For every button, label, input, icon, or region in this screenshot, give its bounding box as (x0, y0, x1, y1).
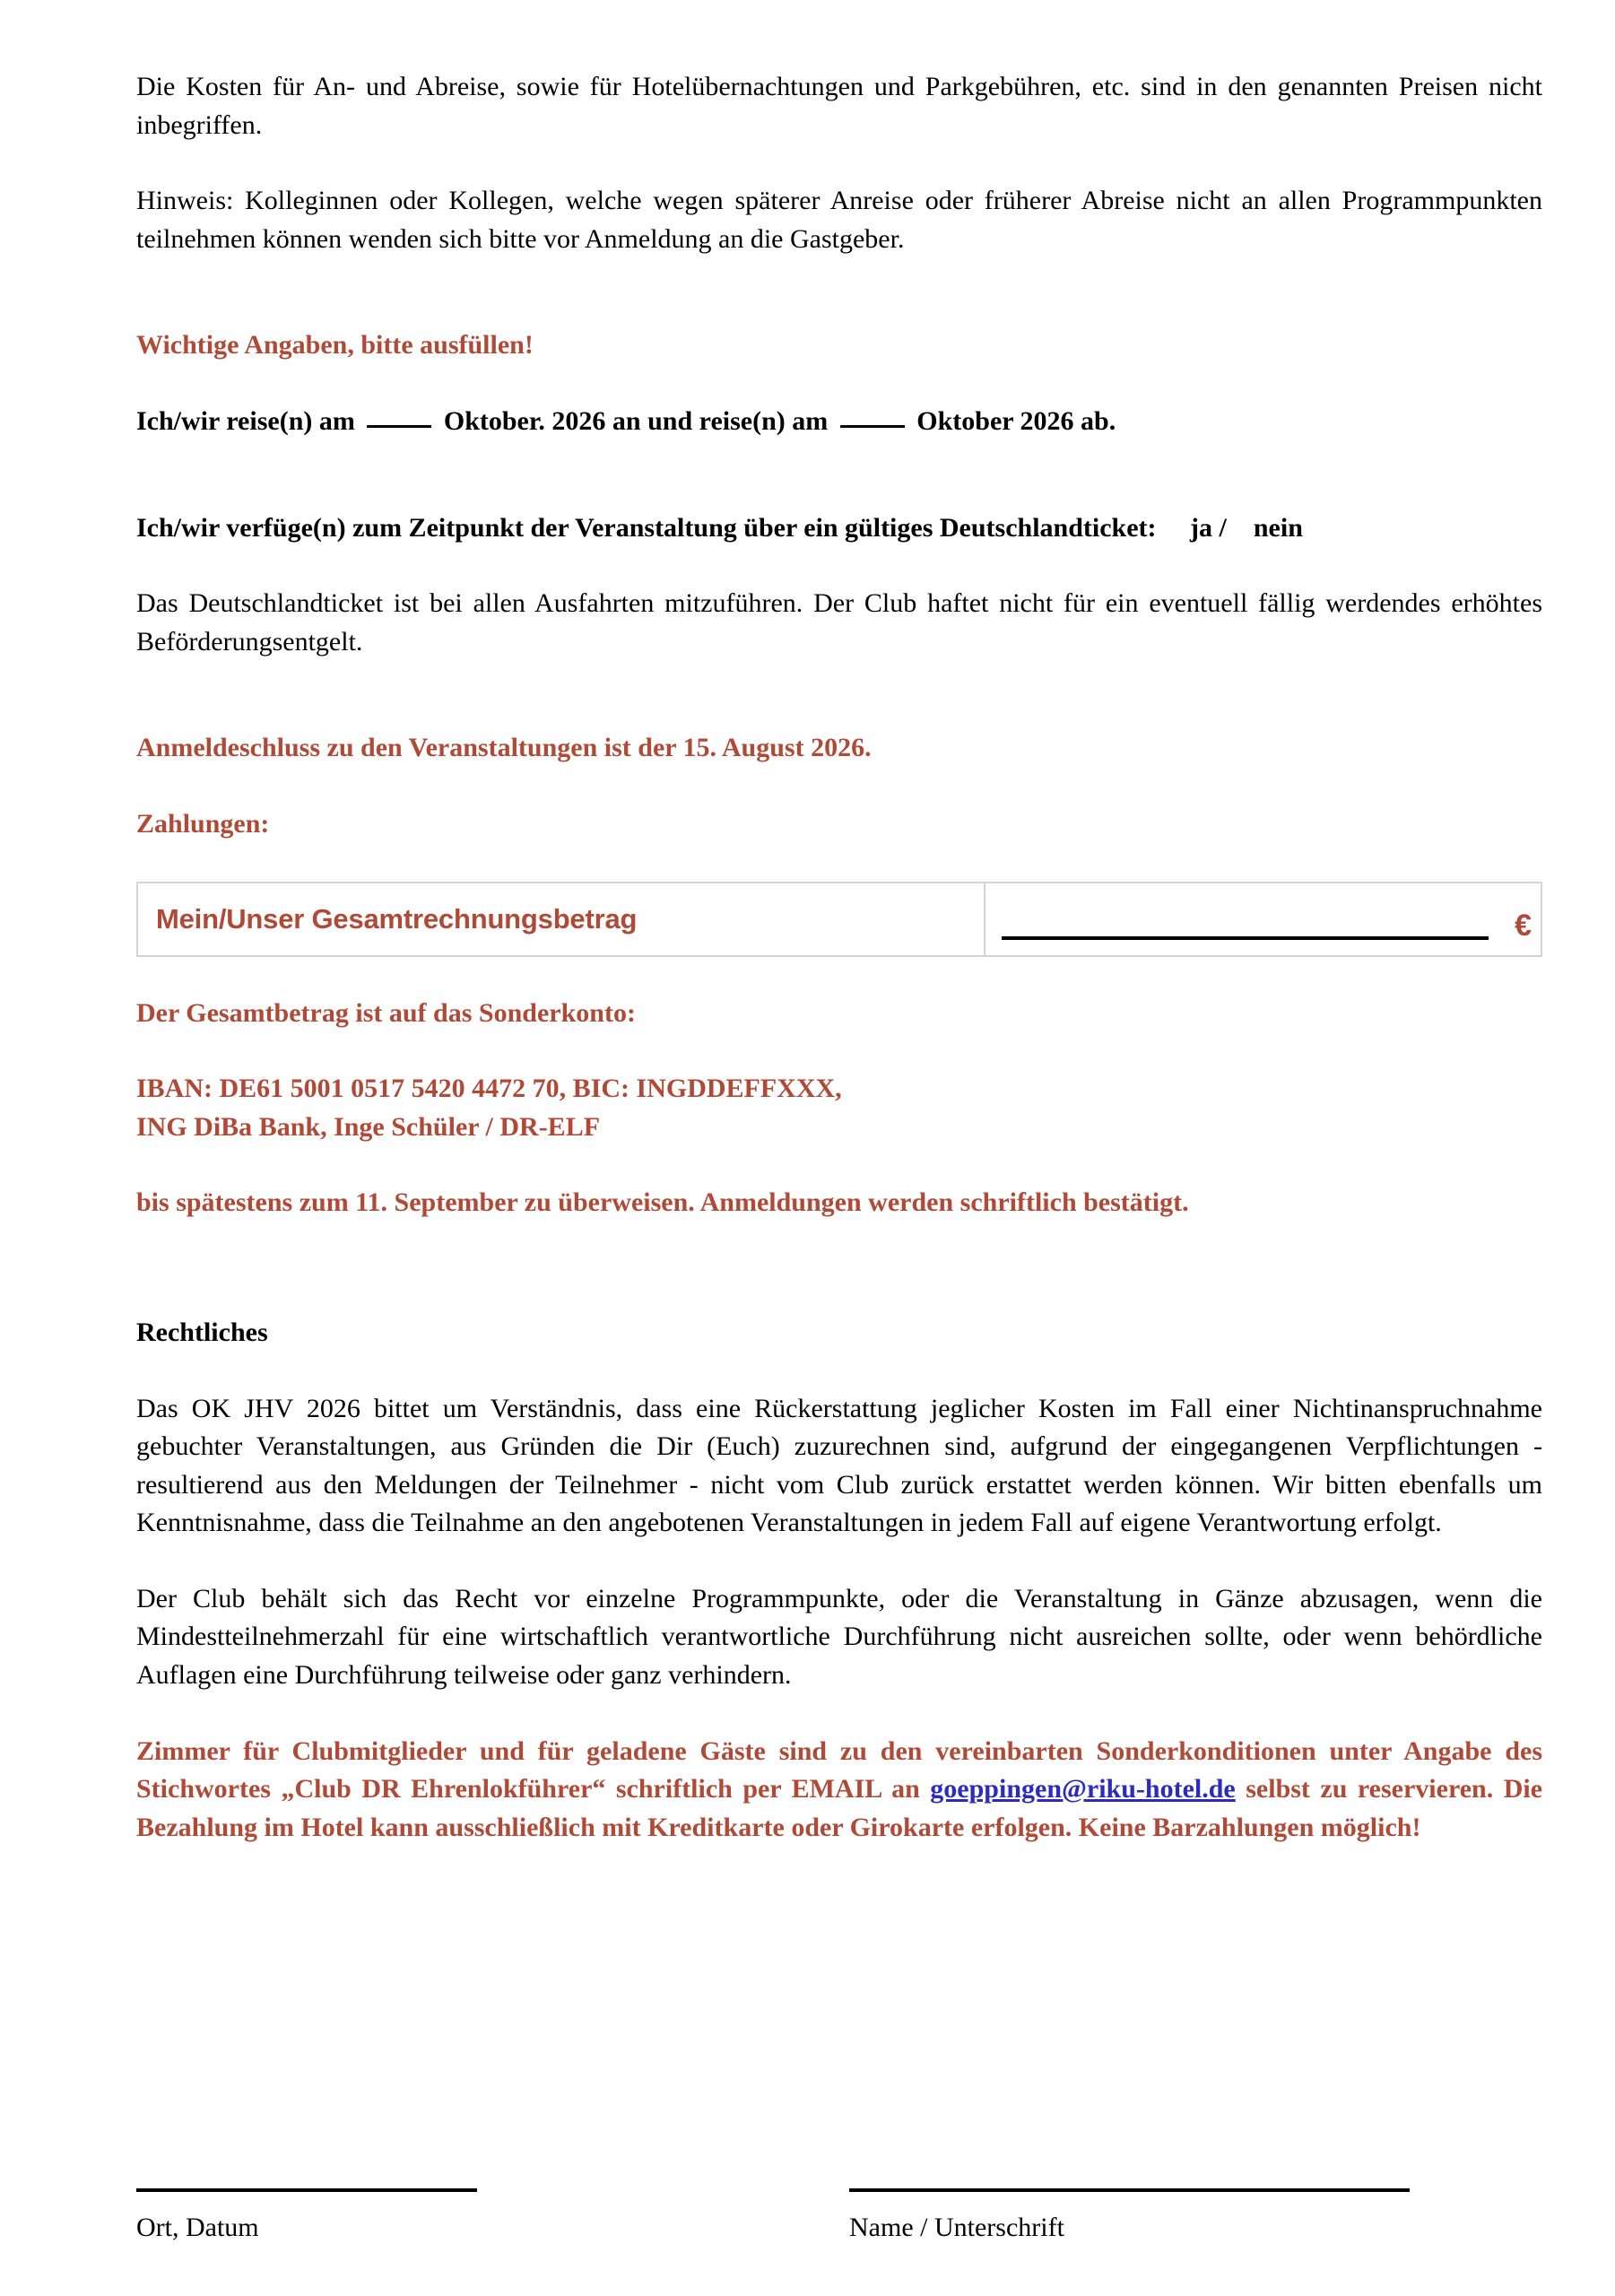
travel-line-part-3: Oktober 2026 ab. (916, 405, 1116, 436)
hotel-notice-text-after: selbst zu reservieren. Die Bezahlung im Hotel kann ausschließlich mit Kreditkarte oder Girokarte erfolgen. Keine Barzahlungen möglich! (136, 1774, 1543, 1842)
signature-section (136, 2188, 1542, 2244)
total-amount-box (136, 882, 1542, 957)
registration-deadline: Anmeldeschluss zu den Veranstaltungen ist der 15. August 2026. (136, 733, 872, 763)
spacer (136, 144, 1542, 182)
spacer (136, 768, 1542, 805)
intro-paragraph-1: Die Kosten für An- und Abreise, sowie für Hotelübernachtungen und Parkgebühren, etc. sind in den genannten Preisen nicht inbegriffen. (136, 72, 1542, 140)
top-spacer (136, 0, 1542, 68)
name-signature-label: Name / Unterschrift (849, 2213, 1064, 2242)
total-amount-input-cell[interactable] (985, 883, 1541, 955)
legal-heading: Rechtliches (136, 1317, 268, 1347)
euro-currency-icon: € (1515, 908, 1532, 943)
legal-paragraph-1: Das OK JHV 2026 bittet um Verständnis, dass eine Rückerstattung jeglicher Kosten im Fall einer Nichtinanspruchnahme gebuchter Veranstaltungen, aus Gründen die Dir (Euch) zuzurechnen sind, aufgrund der eingegangenen Verpflichtungen - resultierend aus den Meldungen der Teilnehmer - nicht vom Club zurück erstattet werden können. Wir bitten ebenfalls um Kenntnisnahme, dass die Teilnahme an den angebotenen Veranstaltungen in jedem Fall auf eigene Verantwortung erfolgt. (136, 1393, 1542, 1538)
spacer (136, 957, 1542, 995)
total-amount-label: Mein/Unser Gesamtrechnungsbetrag (156, 902, 638, 935)
spacer (136, 441, 1542, 509)
deutschlandticket-option-yes[interactable]: ja / (1190, 512, 1227, 543)
deutschlandticket-question: Ich/wir verfüge(n) zum Zeitpunkt der Veranstaltung über ein gültiges Deutschlandticket: (136, 512, 1157, 543)
deutschlandticket-option-no[interactable]: nein (1253, 512, 1303, 543)
transfer-intro: Der Gesamtbetrag ist auf das Sonderkonto: (136, 997, 636, 1028)
intro-paragraph-2: Hinweis: Kolleginnen oder Kollegen, welche wegen späterer Anreise oder früherer Abreise nicht an allen Programmpunkten teilnehmen können wenden sich bitte vor Anmeldung an die Gastgeber. (136, 186, 1542, 254)
bank-name-line: ING DiBa Bank, Inge Schüler / DR-ELF (136, 1111, 601, 1142)
arrival-date-field[interactable] (367, 425, 431, 428)
spacer (136, 1146, 1542, 1184)
spacer (136, 1291, 1542, 1314)
travel-date-line (136, 403, 1542, 441)
place-date-block (136, 2188, 674, 2244)
spacer (136, 1695, 1542, 1733)
bank-iban-line: IBAN: DE61 5001 0517 5420 4472 70, BIC: INGDDEFFXXX, (136, 1074, 842, 1104)
total-amount-label-cell (138, 883, 985, 955)
travel-line-part-2: Oktober. 2026 an und reise(n) am (443, 405, 829, 436)
transfer-deadline: bis spätestens zum 11. September zu überweisen. Anmeldungen werden schriftlich bestätigt. (136, 1187, 1189, 1218)
name-signature-block (849, 2188, 1387, 2244)
departure-date-field[interactable] (840, 425, 905, 428)
spacer (136, 1352, 1542, 1390)
name-signature-rule[interactable] (849, 2188, 1410, 2192)
spacer (136, 365, 1542, 403)
hotel-email-link[interactable]: goeppingen@riku-hotel.de (930, 1774, 1236, 1805)
hotel-notice-text-before: Zimmer für Clubmitglieder und für geladene Gäste sind zu den vereinbarten Sonderkonditionen unter Angabe des Stichwortes „Club DR Ehrenlokführer“ schriftlich per EMAIL an (136, 1735, 1542, 1805)
travel-line-part-1: Ich/wir reise(n) am (136, 405, 355, 436)
spacer (136, 661, 1542, 729)
deutschlandticket-note: Das Deutschlandticket ist bei allen Ausfahrten mitzuführen. Der Club haftet nicht für ein eventuell fällig werdendes erhöhtes Beförderungsentgelt. (136, 588, 1542, 657)
legal-paragraph-2: Der Club behält sich das Recht vor einzelne Programmpunkte, oder die Veranstaltung in Gänze abzusagen, wenn die Mindestteilnehmerzahl für eine wirtschaftlich verantwortliche Durchführung nicht ausreichen sollte, oder wenn behördliche Auflagen eine Durchführung teilweise oder ganz verhindern. (136, 1583, 1542, 1691)
spacer (136, 844, 1542, 882)
deutschlandticket-line (136, 509, 1542, 548)
payments-heading: Zahlungen: (136, 808, 270, 839)
total-amount-input-rule[interactable] (1002, 936, 1489, 940)
spacer (136, 1222, 1542, 1291)
spacer (136, 1543, 1542, 1580)
spacer (136, 547, 1542, 585)
spacer (136, 258, 1542, 326)
spacer (136, 1032, 1542, 1070)
important-section-heading: Wichtige Angaben, bitte ausfüllen! (136, 330, 534, 361)
hotel-reservation-notice (136, 1733, 1542, 1848)
place-date-label: Ort, Datum (136, 2213, 259, 2242)
place-date-rule[interactable] (136, 2188, 477, 2192)
document-content (136, 0, 1542, 1847)
